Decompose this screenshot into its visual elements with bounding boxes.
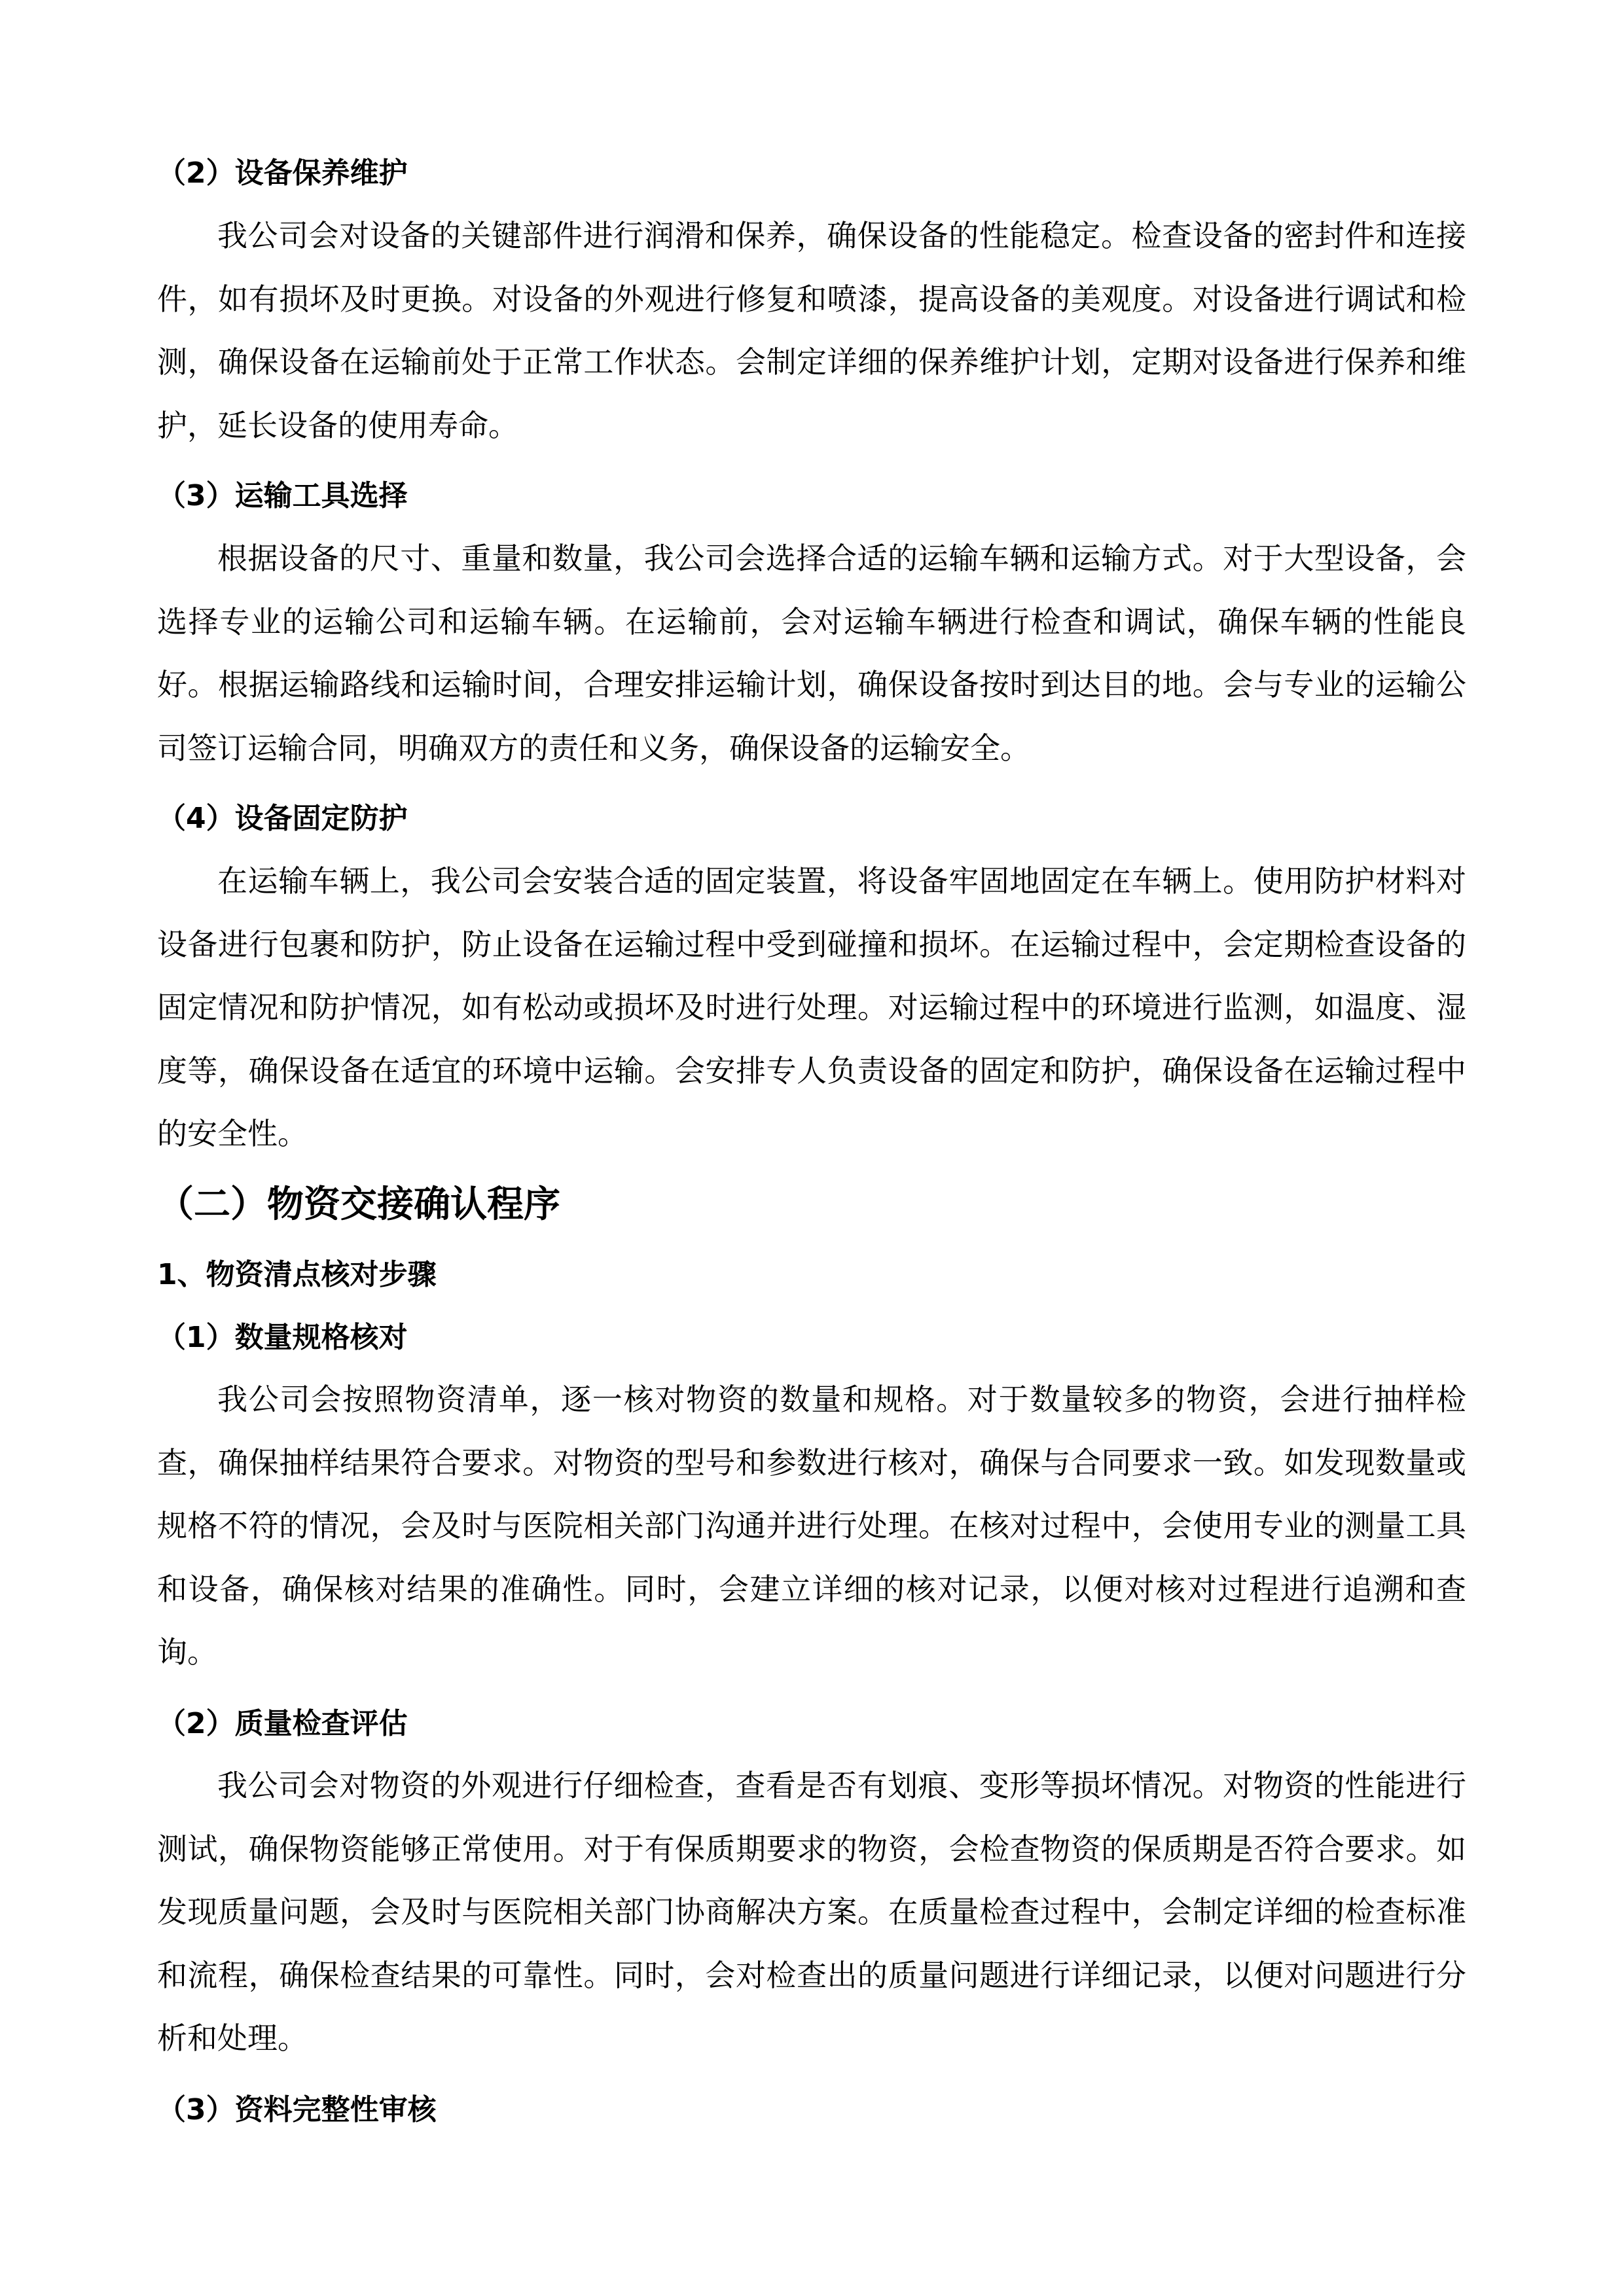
- paragraph-quality-inspection: 我公司会对物资的外观进行仔细检查，查看是否有划痕、变形等损坏情况。对物资的性能进行测试，确保物资能够正常使用。对于有保质期要求的物资，会检查物资的保质期是否符合要求。如发现质量问题，会及时与医院相关部门协商解决方案。在质量检查过程中，会制定详细的检查标准和流程，确保检查结果的可靠性。同时，会对检查出的质量问题进行详细记录，以便对问题进行分析和处理。: [157, 1768, 1466, 2056]
- section-title-material-handover: （二）物资交接确认程序: [157, 1183, 560, 1226]
- paragraph-transport-tools: 根据设备的尺寸、重量和数量，我公司会选择合适的运输车辆和运输方式。对于大型设备，会选择专业的运输公司和运输车辆。在运输前，会对运输车辆进行检查和调试，确保车辆的性能良好。根据运输路线和运输时间，合理安排运输计划，确保设备按时到达目的地。会与专业的运输公司签订运输合同，明确双方的责任和义务，确保设备的运输安全。: [157, 541, 1466, 766]
- heading-transport-tools: （3）运输工具选择: [157, 479, 408, 512]
- paragraph-quantity-spec-check: 我公司会按照物资清单，逐一核对物资的数量和规格。对于数量较多的物资，会进行抽样检查，确保抽样结果符合要求。对物资的型号和参数进行核对，确保与合同要求一致。如发现数量或规格不符的情况，会及时与医院相关部门沟通并进行处理。在核对过程中，会使用专业的测量工具和设备，确保核对结果的准确性。同时，会建立详细的核对记录，以便对核对过程进行追溯和查询。: [157, 1382, 1466, 1670]
- heading-equipment-fixing: （4）设备固定防护: [157, 802, 408, 835]
- heading-quality-inspection: （2）质量检查评估: [157, 1707, 408, 1740]
- heading-step-inventory-check: 1、物资清点核对步骤: [157, 1258, 437, 1291]
- heading-quantity-spec-check: （1）数量规格核对: [157, 1321, 408, 1354]
- paragraph-equipment-maintenance: 我公司会对设备的关键部件进行润滑和保养，确保设备的性能稳定。检查设备的密封件和连接件，如有损坏及时更换。对设备的外观进行修复和喷漆，提高设备的美观度。对设备进行调试和检测，确保设备在运输前处于正常工作状态。会制定详细的保养维护计划，定期对设备进行保养和维护，延长设备的使用寿命。: [157, 218, 1466, 443]
- heading-document-completeness: （3）资料完整性审核: [157, 2093, 437, 2126]
- heading-equipment-maintenance: （2）设备保养维护: [157, 156, 408, 190]
- paragraph-equipment-fixing: 在运输车辆上，我公司会安装合适的固定装置，将设备牢固地固定在车辆上。使用防护材料对设备进行包裹和防护，防止设备在运输过程中受到碰撞和损坏。在运输过程中，会定期检查设备的固定情况和防护情况，如有松动或损坏及时进行处理。对运输过程中的环境进行监测，如温度、湿度等，确保设备在适宜的环境中运输。会安排专人负责设备的固定和防护，确保设备在运输过程中的安全性。: [157, 863, 1466, 1151]
